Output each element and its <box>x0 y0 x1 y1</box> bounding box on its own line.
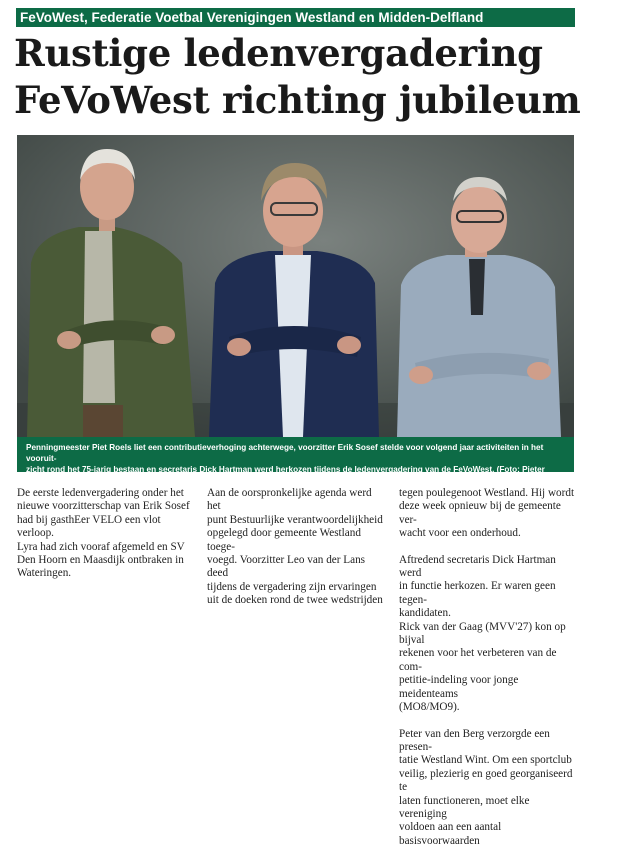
article-headline <box>14 30 584 124</box>
article-photo <box>17 135 574 437</box>
text-line: petitie-indeling voor jonge meidenteams <box>399 674 519 700</box>
text-line: nieuwe voorzitterschap van Erik Sosef <box>17 500 190 513</box>
text-line: wacht voor een onderhoud. <box>399 527 521 540</box>
text-line: tegen poulegenoot Westland. Hij wordt <box>399 487 575 499</box>
text-line: veilig, plezierig en goed georganiseerd te <box>399 767 573 794</box>
paragraph <box>399 554 577 715</box>
article-column-3 <box>399 487 577 861</box>
article-column-1 <box>17 487 195 594</box>
text-line: rekenen voor het verbeteren van de com- <box>399 647 557 673</box>
section-banner: FeVoWest, Federatie Voetbal Verenigingen Westland en Midden-Delfland <box>16 8 575 27</box>
text-line: Lyra had zich vooraf afgemeld en SV <box>17 540 185 553</box>
paragraph <box>17 487 195 581</box>
text-line: uit de doeken rond de twee wedstrijden <box>207 594 383 607</box>
text-line: Wateringen. <box>17 567 72 580</box>
text-line: tijdens de vergadering zijn ervaringen <box>207 580 377 593</box>
text-line: punt Bestuurlijke verantwoordelijkheid <box>207 513 383 526</box>
photo-caption <box>17 437 574 485</box>
text-line: kandidaten. <box>399 607 451 620</box>
text-line: laten functioneren, moet elke vereniging <box>399 794 530 820</box>
caption-line-2: zicht rond het 75-jarig bestaan en secretaris Dick Hartman werd herkozen tijdens de ledenvergadering van de FeVoWest. (Foto: Pieter Vermeer) <box>26 465 545 485</box>
text-line: voldoen aan een aantal basisvoorwaarden <box>399 821 502 847</box>
photo-illustration <box>17 135 574 437</box>
text-line: Rick van der Gaag (MVV'27) kon op bijval <box>399 620 566 647</box>
article-column-2 <box>207 487 385 621</box>
paragraph <box>399 487 577 541</box>
text-line: had bij gasthEer VELO een vlot verloop. <box>17 513 161 540</box>
text-line: tatie Westland Wint. Om een sportclub <box>399 754 572 767</box>
text-line: Aftredend secretaris Dick Hartman werd <box>399 553 556 580</box>
text-line: voegd. Voorzitter Leo van der Lans deed <box>207 554 366 580</box>
caption-line-1: Penningmeester Piet Roels liet een contributieverhoging achterwege, voorzitter Erik Sosef stelde voor volgend jaar activiteiten in het vooruit- <box>26 443 544 463</box>
text-line: opgelegd door gemeente Westland toege- <box>207 527 361 553</box>
text-line: deze week opnieuw bij de gemeente ver- <box>399 500 561 526</box>
text-line: (MO8/MO9). <box>399 701 460 714</box>
headline-line-1: Rustige ledenvergadering <box>14 31 543 75</box>
text-line: in functie herkozen. Er waren geen tegen- <box>399 580 556 606</box>
text-line: Aan de oorspronkelijke agenda werd het <box>207 487 372 513</box>
text-line: Peter van den Berg verzorgde een presen- <box>399 727 550 753</box>
text-line: De eerste ledenvergadering onder het <box>17 487 184 499</box>
paragraph <box>399 728 577 849</box>
paragraph <box>207 487 385 608</box>
text-line: Den Hoorn en Maasdijk ontbraken in <box>17 554 184 567</box>
headline-line-2: FeVoWest richting jubileum <box>14 78 581 122</box>
